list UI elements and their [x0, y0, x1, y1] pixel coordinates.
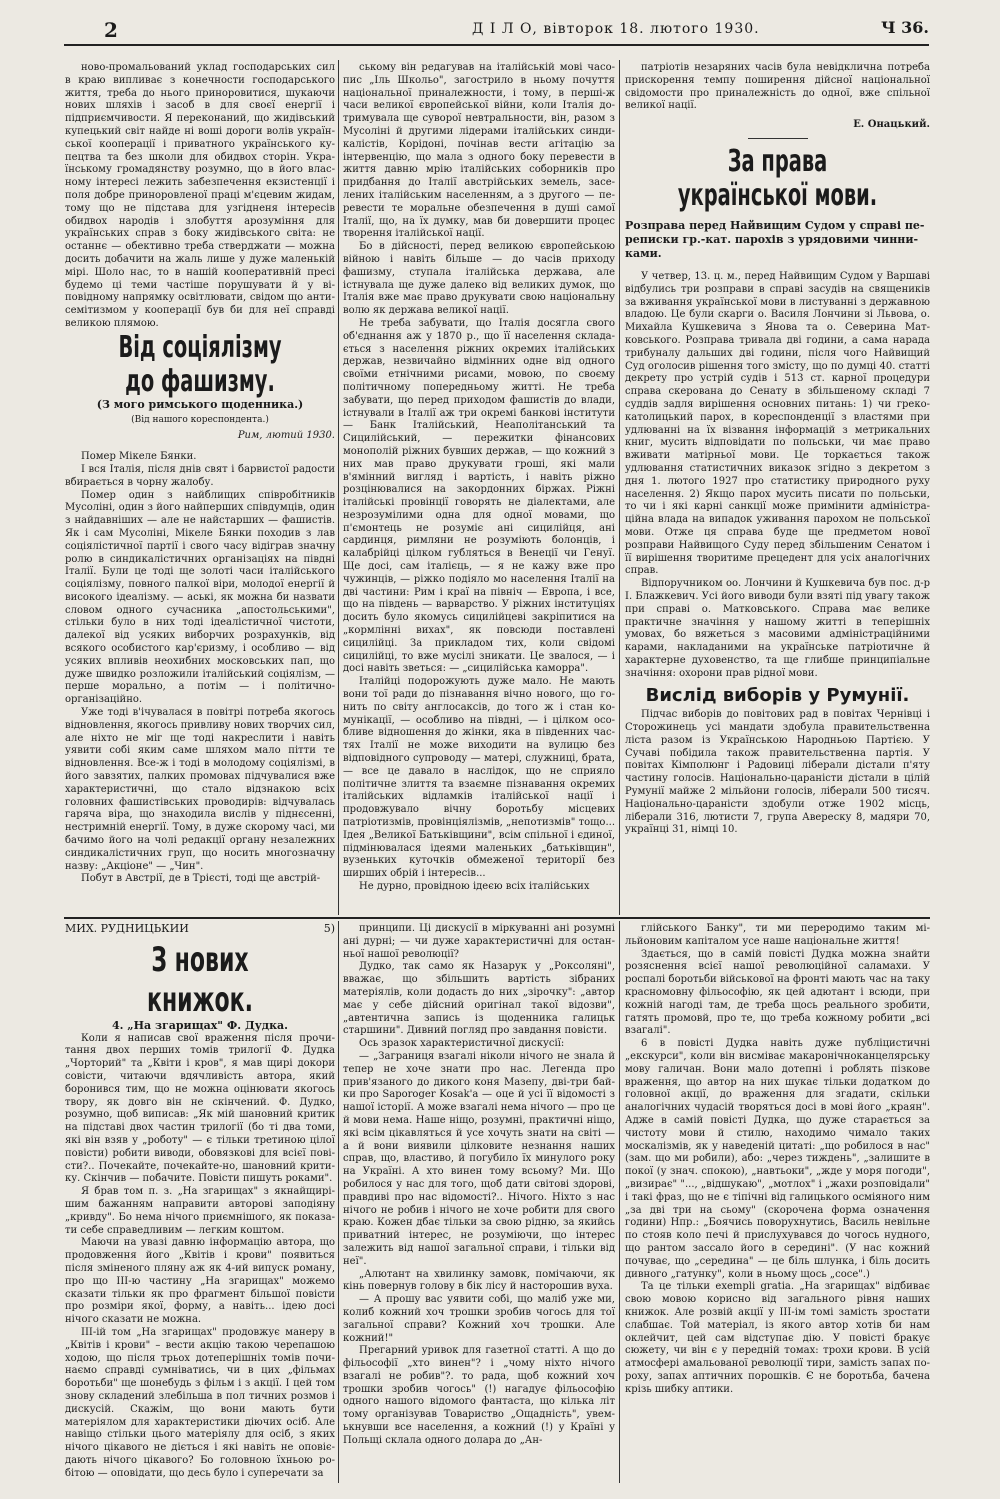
- author-name: МИХ. РУДНИЦЬКИЙ: [65, 923, 189, 935]
- section-divider: [64, 917, 930, 919]
- article-subtitle: Розправа перед Найвищим Судом у справі переписки гр.-кат. парохів з урядовими чинниками.: [625, 218, 925, 260]
- article-paragraph: Ось зразок характеристичної дискусії:: [359, 1038, 565, 1050]
- divider: [748, 138, 808, 139]
- article-note: (Від нашого кореспондента.): [131, 414, 269, 425]
- column-divider: [338, 921, 339, 1483]
- issue-number: Ч 36.: [880, 18, 929, 37]
- article-paragraph: Я брав том п. з. „На згарищах" з якнайщирішим бажанням направити авторові заподіяну „кривду". Бо нема нічого приємнішого, як показати себе справедливим — легким коштом.: [65, 1186, 335, 1236]
- column-bottom-left: [65, 923, 335, 1483]
- feuilleton-byline: [65, 923, 335, 936]
- article-paragraph: Не треба забувати, що Італія досягла свого об'єднання аж у 1870 р., що її населення складається з населення ріжних окремих італійських держав, незвичайно відмінних одне від одного своїми етнічними рисами, мовою, по своєму політичному попередньому житті. Не треба забувати, що перед приходом фашистів до влади, істнували в Італії аж три окремі банкові інститути — Банк Італійський, Неаполітанський та Сицилійський, — пережитки фінансових монополій ріжних бувших держав, — що кожний з них мав право друкувати гроші, які мали в'ямінний вигляд і вартість, і навіть ріжно розцінювалися на закордонних біржах. Ріжні італійські провінції говорять не діалектами, але незрозумілими одна для одної мовами, що п'ємонтець не розуміє ані сицилійця, ані сардинця, римляни не розуміють болонців, і калабрійці цілком губляться в Венеції чи Генуї. Ще досі, сам італієць, — я не кажу вже про чужинців, — ріжко подіяло мо населення Італії на дві частини: Рим і краї на північ — Европа, і все, що на південь — варварство. У ріжних інституціях досить було якомусь сицилійцеві закріпитися на „кормлінні вихах", як повсюди поставлені сицилійці. За прикладом тих, коли свідомі сицилійці, то вже мусілі зникати. Це звалося, — і досі навіть зветься: — „сицилійська каморра".: [343, 317, 615, 675]
- article-title-elections: Вислід виборів у Румунії.: [645, 685, 910, 707]
- column-divider: [619, 921, 620, 1483]
- column-bottom-right: [625, 923, 930, 1483]
- column-top-left: [65, 62, 335, 914]
- article-paragraph: У четвер, 13. ц. м., перед Найвищим Судом у Варшаві відбулись три розправи в справі засудів на священиків за вживання української мови в листуванні з державною владою. Це були скарги о. Василя Лончини зі Львова, о. Михайла Кушкевича з Янова та о. Северина Матковського. Розправа тривала дві години, а сама нарада трибуналу дальших дві години, після чого Найвищий Суд оголосив рішення того змісту, що по думці 40. статті декрету про устрій судів і 513 ст. карної процедури справа скерована до Сенату в збільшеному складі 7 суддів задля вирішення основних питань: 1) чи грекокатолицький парох, в кореспонденції з властями при удлюванні на їх візвання інформацій з метрикальних книг, мусить відповідати по польськи, чи має право вживати матірньої мови. Це торкається також удлювання статистичних виказок згідно з декретом з дня 1. лютого 1927 про статистику природного руху населення. 2) Якщо парох мусить писати по польськи, то чи і які карні санкції може примінити адміністраційна влада на випадок уживання парохом не польської мови. Отже ця справа буде ще предметом нової розправи Найвищого Суду перед збільшеним Сенатом і її вирішення творитиме прецедент для усіх аналогічних справ.: [625, 270, 930, 577]
- installment-number: 5): [323, 923, 335, 935]
- column-divider: [619, 60, 620, 915]
- article-paragraph: Бо в дійсності, перед великою європейською війною і навіть більше — до часів приходу фашизму, ступала італійська держава, але істнувала ще дуже далеко від великих думок, що Італія вже має право друкувати свою національну волю як держава великої нації.: [343, 241, 615, 317]
- article-paragraph: Маючи на увазі давню інформацію автора, що продовження його „Квітів і крови" появиться після зміненого пляну аж як 4-ий випуск роману, про що ІІІ-ю частину „На згарищах" можемо сказати тільки як про фрагмент більшої повісти про розміри якої, форму, а навіть... ідею досі нічого сказати не можна.: [65, 1237, 335, 1326]
- column-divider: [338, 60, 339, 915]
- article-subtitle: (З мого римського щоденника.): [96, 397, 304, 411]
- article-signature: Е. Онацький.: [853, 119, 930, 131]
- article-paragraph: принципи. Ці дискусії в міркуванні ані розумні ані дурні; — чи дуже характеристичні для останньої нашої революції?: [343, 923, 615, 960]
- page-header: [64, 18, 929, 46]
- article-paragraph: — А прошу вас уявити собі, що маліб уже ми, колиб кожний хоч трошки зробив чогось для тої загальної справи? Кожний хоч трошки. Але кожний!": [343, 1294, 615, 1344]
- article-paragraph: Підчас виборів до повітових рад в повітах Чернівці і Сторожинець усі мандати здобула правительственна ліста разом із Українською Народньою Партією. У Сучаві побідила також правительственна партія. У повітах Кімполюнг і Радовиці ліберали дістали п'яту частину голосів. Національно-цараністи дістали в цілій Румунії майже 2 мільйони голосів, ліберали 500 тисяч. Національно-цараністи здобули отже 1902 місць, ліберали 316, лютисти 7, група Авереску 8, мадяри 70, українці 31, німці 10.: [625, 709, 930, 836]
- article-title-books: З нових книжок.: [147, 939, 253, 1020]
- article-paragraph: Здається, що в самій повісті Дудка можна знайти розяснення всієї нашої революційної саламахи. У роспалі боротьби військової на фронті мають час на таку красномовну фільософію, як цей адютант і всюди, при кожній нагоді там, де треба щось реального зробити, гатять промовй, про те, що треба кожному робити „всі взагалі".: [625, 948, 930, 1037]
- article-paragraph: Не дурно, провідною ідеєю всіх італійських: [359, 881, 590, 892]
- article-paragraph: Італійці подорожують дуже мало. Не мають вони тої ради до пізнавання вічно нового, що гонить по світу англосаксів, до того ж і стан комунікації, — особливо на півдні, — і цілком особливе відношення до жінки, яка в південних частях Італії не може виходити на вулицю без відповідного супроводу — матері, служниці, брата, — все це давало в наслідок, що не сприяло політичне злиття та взаємне пізнавання окремих італійських відламків італійської нації і продовжувало вічну боротьбу місцевих патріотизмів, провінціялізмів, „непотизмів" тощо... Ідея „Великої Батьківщини", всім спільної і єдиної, підмінювалася ідеями маленьких „батьківщин", вузеньких куточків обмеженої території без ширших обрій і інтересів...: [343, 676, 615, 880]
- article-title-language: За права української мови.: [677, 143, 878, 213]
- article-paragraph: — „Заграниця взагалі ніколи нічого не знала й тепер не хоче знати про нас. Легенда про прив'язаного до дикого коня Мазепу, дві-три байки про Saporoger Kosak'а — оце й усі її відомості з нашої історії. А може взагалі нема нічого — про це й мови нема. Наше ніщо, розумні, практичні ніщо, які всім цікавляться й усе хочуть знати на світі — а й вони виявили цілковите незнання наших справ, що, властиво, й погубило їх минулого року на Україні. А хто винен тому всьому? Ми. Що робилося у нас для того, щоб дати світові здорові, правдиві про нас відомості?.. Нічого. Ніхто з нас нічого не робив і нічого не хоче робити для свого краю. Кожен дбає тільки за свою рідню, за якийсь приватний інтерес, не розуміючи, що інтерес залежить від нашої загальної справи, і тільки від неї".: [343, 1050, 615, 1267]
- article-paragraph: Помер один з найблищих співробітників Мусоліні, один з його найперших співдумців, один з найдавніших — але не найстарших — фашистів. Як і сам Мусоліні, Мікеле Бянки походив з лав соціялістичної партії і свого часу відіграв значну ролю в синдикалістичних організаціях на півдні Італії. Були це тоді ще золоті часи італійського соціялізму, повного палкої віри, молодої енергії й високого ідеалізму. — аські, як можна би назвати словом одного сучасника „апостольськими", стільки було в них тоді ідеалістичної чистоти, далекої від усяких виборчих розрахунків, від всякого особистого кар'єризму, і особливо — від усяких впливів неохибних московських пап, що дуже швидко розложили італійський соціялізм, — перше морально, а потім — і політично-організаційно.: [65, 489, 335, 706]
- article-title-socialism: Від соціялізму до фашизму.: [118, 329, 282, 399]
- article-paragraph: ново-промальований уклад господарських сил в краю випливає з конечности господарського життя, треба до нього приноровитися, шукаючи нових шляхів і засоб в для своєї енергії і підприємчивости. Я переконаний, що жидівський купецький світ найде ні воші дороги волів української кооперації і приватного українського купецтва та без школи для обидвох сторін. Українському громадянству розумно, що в його власному інтересі лежить забезпечення екзистенції і поля добре приноровленої праці м'єцевим жидам, тому що не підстава для узгідненя інтересів обидвох народів і злобуття арозуміння для українських справ з боку жидівського світа: не останнє — обективно треба стверджати — можна досить добачити на жаль лише у дуже маленькій мірі. Шоло нас, то в нашій кооперативній пресі будемо ці теми частіше порушувати й у віповідному напрямку освітлювати, свідом що антисемітизмом у кооперації був би для неї справді великою плямою.: [65, 62, 335, 329]
- article-paragraph: глійського Банку", ти ми переродимо таким мільйоновим капіталом усе наше національне життя!: [625, 923, 930, 947]
- article-paragraph: ІІІ-ій том „На згарищах" продовжує манеру в „Квітів і крови" – вести акцію такою черепашою ходою, що після трьох дотеперішніх томів починаємо справді сумніватись, чи в цих „фільмах боротьби" ще шонебудь з фільм і з акції. І цей том знову складений злебільша в пол тичних розмов і дискусій. Скажім, що вони мають бути матеріялом для характеристики діючих осіб. Але навіщо стільки цього матеріялу для осіб, з яких нічого цікавого не діється і які навіть не оповієдають нічого цікавого? Бо головною їхньою робітою — оповідати, що десь було і суперечати за: [65, 1326, 335, 1479]
- article-paragraph: Уже тоді в'ічувалася в повітрі потреба якогось відновлення, якогось привливу нових творчих сил, але ніхто не міг ще тоді накреслити і навіть уявити собі яким саме шляхом мало пітти те відновлення. Все-ж і тоді в молодому соціялізмі, в його завзятих, палких промовах підчувалися вже характеристичні, що стало відзнакою всіх головних фашистівських проводирів: відчувалась гаряча віра, що знаходила вислів у піднєсенні, нестримній енергії. Тому, в дуже скорому часі, ми бачимо його на чолі редакції органу незалежних синдикалістичних груп, що носить многозначну назву: „Акціоне" — „Чин".: [65, 707, 335, 872]
- article-paragraph: патріотів незаряних часів була невідклична потреба прискорення темпу поширення дійсної національної свідомости про приналежність до одної, вже спільної великої нації.: [625, 62, 930, 112]
- article-paragraph: Побут в Австрії, де в Трієсті, тоді ще австрій-: [81, 873, 321, 885]
- article-paragraph: Дудко, так само як Назарук у „Роксоляні", вважає, що збільшить вартість зібраних матеріялів, коли додасть до них „зірочку": „автор має у себе дійсний оригінал такої відозви", „автентична запись із щоденника галицьк старшини". Дивний погляд про завдання повісти.: [343, 961, 615, 1037]
- page-number: 2: [104, 18, 118, 42]
- article-paragraph: Коли я написав свої враження після прочитання двох перших томів трилогії Ф. Дудка „Чорторий" та „Квіти і кров", я мав щирі докори совісти, читаючи вдячливість автора, який боронився тим, що не можна оцінювати якогось твору, як довго він не скінчений. Ф. Дудко, розумно, щоб виписав: „Як мій шановний критик на підставі двох частин трилогії (бо ті два томи, які він взяв у „роботу" — є тільки третиною цілої повісти) робити виводи, обовязкові для всієї повісти?.. Почекайте, почекайте-но, шановний критику. Скінчив — побачите. Повісти пишуть роками".: [65, 1032, 335, 1185]
- article-paragraph: „Алютант на хвилинку замовк, помічаючи, як кінь повернув голову в бік лісу й насторошив вуха.: [343, 1268, 615, 1293]
- column-top-right: [625, 62, 930, 914]
- article-dateline: Рим, лютий 1930.: [237, 430, 335, 442]
- masthead: Д І Л О, вівторок 18. лютого 1930.: [472, 21, 760, 37]
- article-paragraph: Та це тільки exempli gratia. „На згарищах" відбиває свою мовою корисно від загального рівня наших книжок. Але розвій акції у ІІІ-ім томі замість зростати слабшає. Той матеріал, із якого автор хотів би нам оклейчит, цей сам відступає дію. У повісті бракує сюжету, чи він є у передній томах: трохи крови. В усій атмосфері амальованої революції тири, замість запах пороху, запах аптичних порошків. Є не боротьба, бачена крізь шибку аптики.: [625, 1281, 930, 1395]
- article-subtitle: 4. „На згарищах" Ф. Дудка.: [111, 1018, 289, 1032]
- article-paragraph: Прегарний уривок для газетної статті. А що до фільософії „хто винен"? і „чому ніхто нічого взагалі не робив"?. то рада, щоб кожний хоч трошки зробив чогось" (!) нагадує фільософію одного нашого відомого фантаста, що кілька літ тому організував Товариство „Ощадність", увемькнувши все населення, а кожний (!) у Країні у Польщі склала одного долара до „Ан-: [343, 1345, 615, 1446]
- article-paragraph: Помер Мікеле Бянки.: [81, 451, 197, 463]
- column-bottom-middle: [343, 923, 615, 1483]
- article-paragraph: І вся Італія, після днів свят і барвистої радости вбирається в чорну жалобу.: [65, 463, 335, 488]
- article-paragraph: ському він редагував на італійській мові часопис „Іль Школьо", загострило в ньому почуття національної приналежности, і тому, в перші-ж часи великої європейської війни, коли Італія дотримувала ще суворої невтральности, він, разом з Мусоліні й другими лідерами італійських синдикалістів, Корідоні, почінав вести агітацію за інтервенцію, що мала з одного боку перевести в життя давню мрію італійських соборників про придбання до Італії австрійських земель, заселених італійським населенням, а з другого — перевести те моральне обезпечення в душі самої Італії, що, на їх думку, мав би довершити процес творення італійської нації.: [343, 62, 615, 240]
- column-top-middle: [343, 62, 615, 914]
- article-paragraph: 6 в повісті Дудка навіть дуже публіцистичні „екскурси", коли він висміває макаронічноканцелярську мову галичан. Вони мало дотепні і роблять пізкове враження, що автор на них шукає тільки додатком до головної акції, до враження для згадати, скільки аналогічних чудасій творяться досі в мові його „краян". Адже в самій повісті Дудка, що дуже старається за чистоту мови й стилю, находимо чимало таких москалізмів, як у наведеній цитаті: „що робилося в нас" (зам. що ми робили), або: „через тиждень", „залишите в покої (у знач. спокою), „навтьоки", „жде у моря погоди", „визирає" "..., „відшукаю", „мотлох" і „жахи розповідали" і такі фраз, що не є тіпічні від галицького осміяного ним „за дві три на сьому" (скорочена форма означення години) Нпр.: „Боячись поворухнутись, Василь невільне по стояв коло печі й прислухувався до чогось нудного, що рантом зассало його в середині". (У нас кожний почуває, що „середина" — це біль шлунка, і біль досить дивного „гатунку", коли в ньому щось „сосе".): [625, 1038, 930, 1280]
- article-paragraph: Відпоручником оо. Лончини й Кушкевича був пос. д-р І. Блажкевич. Усі його виводи були взяті під увагу також при справі о. Матковського. Справа має велике практичне значіння у нашому житті в теперішніх умовах, бо вяжеться з масовими адміністраційними карами, накладаними на українське патріотичне й характерне духовенство, та ще глибше принципіальне значіння: охорони прав рідної мови.: [625, 578, 930, 679]
